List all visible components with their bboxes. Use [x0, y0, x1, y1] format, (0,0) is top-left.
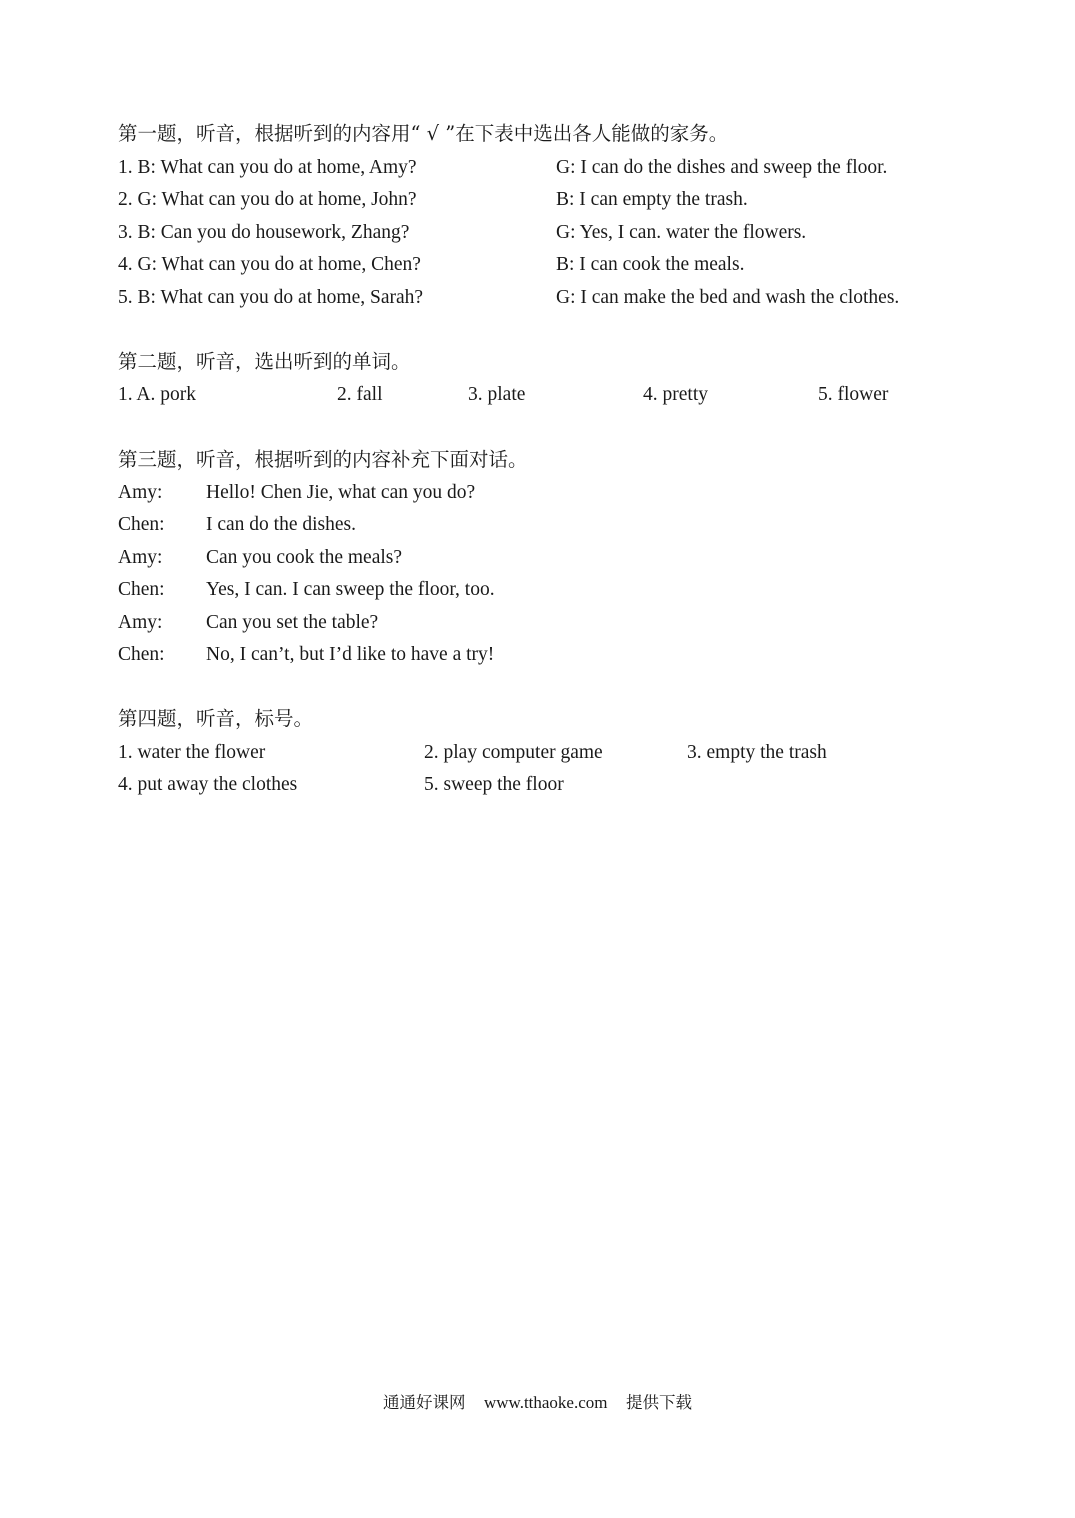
section1-heading: 第一题，听音，根据听到的内容用“ √ ”在下表中选出各人能做的家务。 [118, 122, 729, 145]
footer-url: www.tthaoke.com [483, 1393, 608, 1412]
section2-word-3: 3. plate [468, 384, 526, 405]
section1-answer-2: B: I can empty the trash. [556, 189, 748, 210]
section4-heading: 第四题，听音，标号。 [118, 707, 314, 730]
section2-word-4: 4. pretty [643, 384, 708, 405]
section1-answer-4: B: I can cook the meals. [556, 254, 745, 275]
section4-item-2: 2. play computer game [424, 742, 603, 763]
section2-word-2: 2. fall [337, 384, 383, 405]
section2-word-5: 5. flower [818, 384, 889, 405]
footer-suffix: 提供下载 [626, 1393, 693, 1412]
section2-word-1: 1. A. pork [118, 384, 196, 405]
page-footer [0, 1392, 1075, 1414]
dialogue-speaker: Chen: [118, 514, 165, 535]
section1-question-1: 1. B: What can you do at home, Amy? [118, 157, 417, 178]
section1-question-3: 3. B: Can you do housework, Zhang? [118, 222, 410, 243]
section1-question-5: 5. B: What can you do at home, Sarah? [118, 287, 424, 308]
dialogue-line: Can you cook the meals? [206, 547, 403, 568]
dialogue-line: I can do the dishes. [206, 514, 357, 535]
dialogue-speaker: Chen: [118, 579, 165, 600]
section1-question-2: 2. G: What can you do at home, John? [118, 189, 417, 210]
section4-item-1: 1. water the flower [118, 742, 266, 763]
section4-item-5: 5. sweep the floor [424, 774, 564, 795]
dialogue-speaker: Amy: [118, 612, 163, 633]
footer-site-name: 通通好课网 [382, 1393, 466, 1412]
section2-heading: 第二题，听音，选出听到的单词。 [118, 350, 411, 373]
section3-heading: 第三题，听音，根据听到的内容补充下面对话。 [118, 448, 528, 471]
dialogue-line: Yes, I can. I can sweep the floor, too. [206, 579, 495, 600]
section1-answer-1: G: I can do the dishes and sweep the floor. [556, 157, 888, 178]
section1-answer-5: G: I can make the bed and wash the clothes. [556, 287, 900, 308]
dialogue-line: Can you set the table? [206, 612, 379, 633]
section1-question-4: 4. G: What can you do at home, Chen? [118, 254, 421, 275]
section4-item-3: 3. empty the trash [687, 742, 827, 763]
dialogue-line: No, I can’t, but I’d like to have a try! [206, 644, 495, 665]
dialogue-speaker: Amy: [118, 547, 163, 568]
dialogue-line: Hello! Chen Jie, what can you do? [206, 482, 476, 503]
section1-answer-3: G: Yes, I can. water the flowers. [556, 222, 807, 243]
section4-item-4: 4. put away the clothes [118, 774, 298, 795]
dialogue-speaker: Amy: [118, 482, 163, 503]
dialogue-speaker: Chen: [118, 644, 165, 665]
